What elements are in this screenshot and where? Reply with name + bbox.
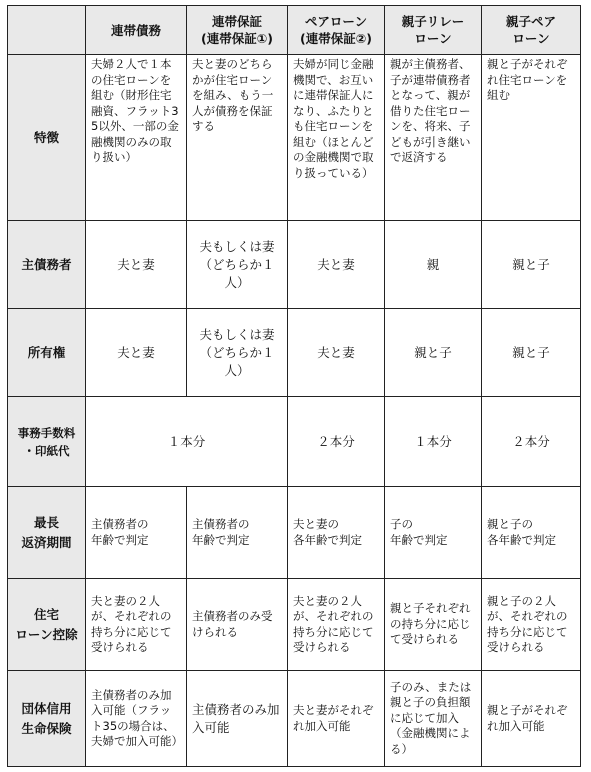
table-cell: 夫と妻の２人が、それぞれの持ち分に応じて受けられる bbox=[288, 579, 385, 671]
row-header-label: 主債務者 bbox=[21, 256, 72, 272]
table-cell: ２本分 bbox=[482, 397, 581, 487]
comparison-table-wrapper bbox=[7, 5, 581, 767]
row-header-label: 最長 返済期間 bbox=[21, 514, 72, 550]
column-header-joint-debt bbox=[86, 6, 187, 55]
loan-comparison-table bbox=[7, 5, 581, 767]
table-cell: 親と子の２人が、それぞれの持ち分に応じて受けられる bbox=[482, 579, 581, 671]
table-cell: 子のみ、または親と子の負担額に応じて加入（金融機関による） bbox=[385, 671, 482, 767]
table-cell: 夫と妻のどちらかが住宅ローンを組み、もう一人が債務を保証する bbox=[187, 55, 288, 221]
table-cell: 親と子 bbox=[385, 309, 482, 397]
table-cell: ２本分 bbox=[288, 397, 385, 487]
table-cell: １本分 bbox=[385, 397, 482, 487]
table-row-insurance bbox=[8, 671, 581, 767]
row-header-label: 特徴 bbox=[33, 129, 59, 145]
table-row-ownership bbox=[8, 309, 581, 397]
table-cell: 親が主債務者、子が連帯債務者となって、親が借りた住宅ローンを、将来、子どもが引き継いで返済する bbox=[385, 55, 482, 221]
table-cell: 主債務者の 年齢で判定 bbox=[86, 487, 187, 579]
table-row-main-debtor bbox=[8, 221, 581, 309]
table-cell: 夫もしくは妻 （どちらか１人） bbox=[187, 309, 288, 397]
corner-cell bbox=[8, 6, 86, 55]
column-header-parent-child-pair-loan bbox=[482, 6, 581, 55]
row-header-features bbox=[8, 55, 86, 221]
column-header-label: 親子ペア ローン bbox=[505, 14, 556, 46]
header-row bbox=[8, 6, 581, 55]
table-cell: 親と子の 各年齢で判定 bbox=[482, 487, 581, 579]
table-cell: 夫婦が同じ金融機関で、お互いに連帯保証人になり、ふたりとも住宅ローンを組む（ほとんどの金融機関で取り扱っている） bbox=[288, 55, 385, 221]
row-header-insurance bbox=[8, 671, 86, 767]
column-header-label: 連帯保証 (連帯保証①) bbox=[200, 14, 273, 46]
table-cell: 主債務者のみ加入可能 bbox=[187, 671, 288, 767]
table-cell: 親と子がそれぞれ住宅ローンを組む bbox=[482, 55, 581, 221]
table-row-deduction bbox=[8, 579, 581, 671]
table-cell: 夫と妻 bbox=[288, 309, 385, 397]
table-cell: 夫と妻 bbox=[288, 221, 385, 309]
table-cell: 夫と妻がそれぞれ加入可能 bbox=[288, 671, 385, 767]
table-cell: 親と子 bbox=[482, 309, 581, 397]
table-cell: 親と子 bbox=[482, 221, 581, 309]
table-cell: 親と子がそれぞれ加入可能 bbox=[482, 671, 581, 767]
table-cell: 主債務者の 年齢で判定 bbox=[187, 487, 288, 579]
table-cell: 子の 年齢で判定 bbox=[385, 487, 482, 579]
column-header-relay-loan bbox=[385, 6, 482, 55]
table-cell: １本分 bbox=[86, 397, 288, 487]
table-cell: 主債務者のみ受けられる bbox=[187, 579, 288, 671]
column-header-label: 親子リレー ローン bbox=[401, 14, 465, 46]
row-header-label: 事務手数料 ・印紙代 bbox=[17, 425, 76, 458]
table-cell: 親 bbox=[385, 221, 482, 309]
table-row-fees bbox=[8, 397, 581, 487]
table-cell: 親と子それぞれの持ち分に応じて受けられる bbox=[385, 579, 482, 671]
table-cell: 夫と妻の２人が、それぞれの持ち分に応じて受けられる bbox=[86, 579, 187, 671]
column-header-label: ペアローン (連帯保証②) bbox=[299, 14, 372, 46]
row-header-label: 住宅 ローン控除 bbox=[15, 606, 78, 642]
row-header-label: 所有権 bbox=[27, 344, 66, 360]
row-header-max-period bbox=[8, 487, 86, 579]
table-cell: 夫と妻の 各年齢で判定 bbox=[288, 487, 385, 579]
row-header-ownership bbox=[8, 309, 86, 397]
row-header-fees bbox=[8, 397, 86, 487]
table-cell: 夫もしくは妻 （どちらか１人） bbox=[187, 221, 288, 309]
column-header-joint-guarantee bbox=[187, 6, 288, 55]
column-header-pair-loan bbox=[288, 6, 385, 55]
table-cell: 夫婦２人で１本の住宅ローンを組む（財形住宅融資、フラット35以外、一部の金融機関のみの取り扱い） bbox=[86, 55, 187, 221]
row-header-deduction bbox=[8, 579, 86, 671]
table-row-features bbox=[8, 55, 581, 221]
column-header-label: 連帯債務 bbox=[110, 22, 161, 38]
row-header-main-debtor bbox=[8, 221, 86, 309]
table-row-max-period bbox=[8, 487, 581, 579]
table-cell: 主債務者のみ加入可能（フラット35の場合は、夫婦で加入可能） bbox=[86, 671, 187, 767]
table-cell: 夫と妻 bbox=[86, 221, 187, 309]
table-cell: 夫と妻 bbox=[86, 309, 187, 397]
row-header-label: 団体信用 生命保険 bbox=[21, 700, 72, 736]
